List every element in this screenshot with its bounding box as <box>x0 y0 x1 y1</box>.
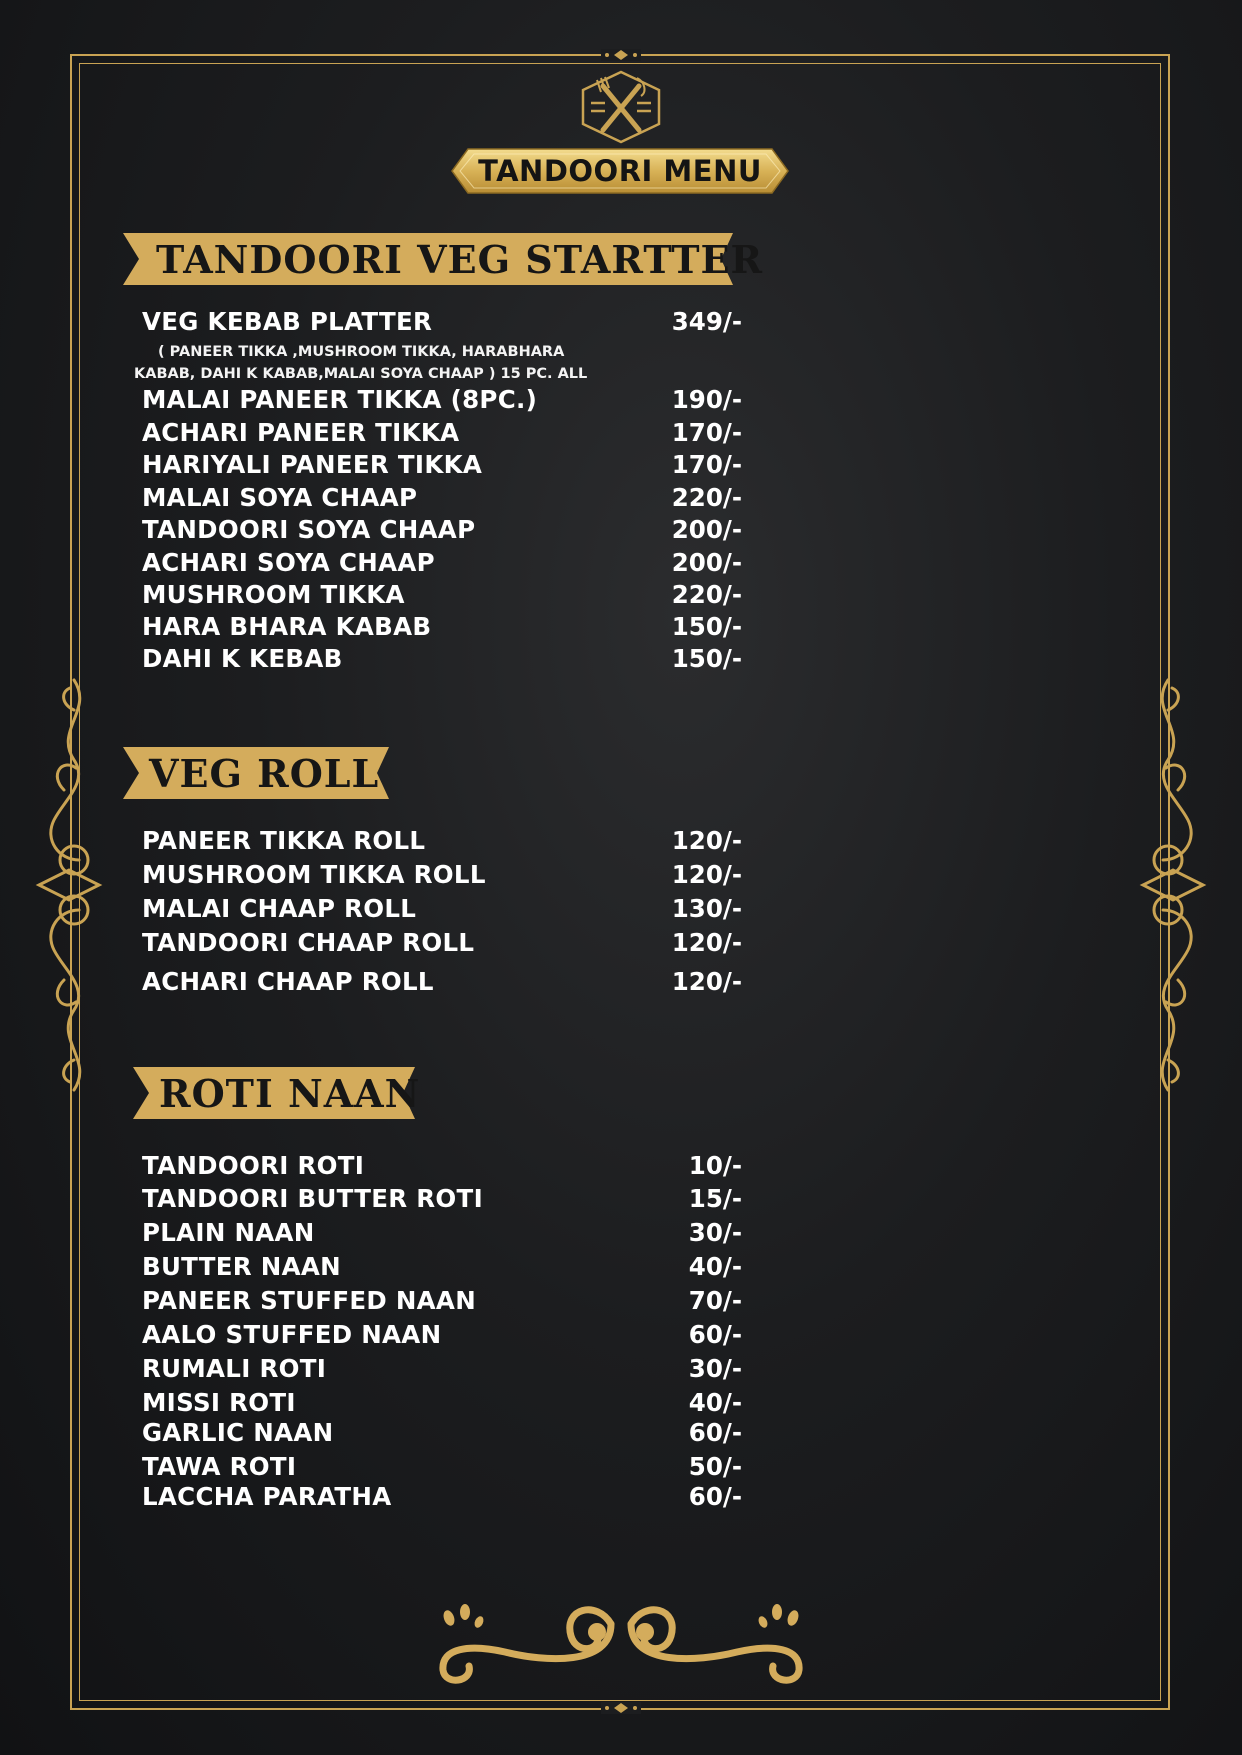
item-name: TANDOORI CHAAP ROLL <box>142 928 475 957</box>
left-side-flourish <box>34 670 114 1100</box>
section-banner-veg-roll <box>123 747 389 799</box>
item-name: MISSI ROTI <box>142 1388 296 1417</box>
menu-item <box>142 1482 742 1512</box>
menu-item <box>142 548 742 578</box>
section-banner-tandoori-veg-starter <box>123 233 764 285</box>
menu-item <box>142 483 742 513</box>
menu-item <box>142 580 742 610</box>
bottom-flourish-ornament <box>425 1596 817 1688</box>
item-price: 130/- <box>671 894 742 923</box>
menu-title: TANDOORI MENU <box>478 154 762 188</box>
item-name: MUSHROOM TIKKA <box>142 580 405 609</box>
item-price: 120/- <box>671 928 742 957</box>
item-price: 170/- <box>671 450 742 479</box>
item-name: MALAI CHAAP ROLL <box>142 894 417 923</box>
section-title: TANDOORI VEG STARTTER <box>156 237 764 282</box>
menu-item <box>142 515 742 545</box>
item-price: 190/- <box>671 385 742 414</box>
menu-item <box>142 1388 742 1418</box>
crossed-fork-knife-icon <box>579 70 663 144</box>
item-price: 200/- <box>671 515 742 544</box>
item-name: VEG KEBAB PLATTER <box>142 307 433 336</box>
item-name: RUMALI ROTI <box>142 1354 327 1383</box>
item-name: TANDOORI ROTI <box>142 1151 365 1180</box>
item-price: 50/- <box>688 1452 742 1481</box>
menu-item <box>142 1151 742 1181</box>
menu-item <box>142 1252 742 1282</box>
item-name: AALO STUFFED NAAN <box>142 1320 442 1349</box>
item-price: 70/- <box>688 1286 742 1315</box>
menu-item <box>142 894 742 924</box>
item-name: BUTTER NAAN <box>142 1252 341 1281</box>
item-name: ACHARI PANEER TIKKA <box>142 418 460 447</box>
menu-item <box>142 928 742 958</box>
item-price: 30/- <box>688 1354 742 1383</box>
item-name: ACHARI CHAAP ROLL <box>142 967 434 996</box>
item-name: HARIYALI PANEER TIKKA <box>142 450 483 479</box>
item-name: HARA BHARA KABAB <box>142 612 432 641</box>
item-note: ( PANEER TIKKA ,MUSHROOM TIKKA, HARABHARA <box>158 344 565 360</box>
item-name: PANEER STUFFED NAAN <box>142 1286 476 1315</box>
item-name: DAHI K KEBAB <box>142 644 343 673</box>
bottom-gem-ornament <box>601 1702 641 1714</box>
right-side-flourish <box>1128 670 1208 1100</box>
item-name: TANDOORI SOYA CHAAP <box>142 515 476 544</box>
menu-item <box>142 612 742 642</box>
menu-item <box>142 967 742 997</box>
item-price: 10/- <box>688 1151 742 1180</box>
menu-item <box>142 1452 742 1482</box>
section-title: ROTI NAAN <box>159 1071 421 1116</box>
item-price: 220/- <box>671 580 742 609</box>
item-price: 40/- <box>688 1388 742 1417</box>
menu-item <box>142 644 742 674</box>
item-name: ACHARI SOYA CHAAP <box>142 548 435 577</box>
item-price: 60/- <box>688 1320 742 1349</box>
item-price: 60/- <box>688 1482 742 1511</box>
item-name: MALAI SOYA CHAAP <box>142 483 418 512</box>
menu-item <box>142 1218 742 1248</box>
menu-item <box>142 1320 742 1350</box>
item-price: 120/- <box>671 860 742 889</box>
menu-item <box>142 1354 742 1384</box>
menu-item <box>142 385 742 415</box>
menu-item <box>142 860 742 890</box>
item-note: KABAB, DAHI K KABAB,MALAI SOYA CHAAP ) 15 PC. ALL <box>134 366 588 382</box>
item-price: 30/- <box>688 1218 742 1247</box>
section-title: VEG ROLL <box>149 751 380 796</box>
item-name: GARLIC NAAN <box>142 1418 334 1447</box>
top-gem-ornament <box>601 49 641 61</box>
item-price: 150/- <box>671 612 742 641</box>
item-price: 170/- <box>671 418 742 447</box>
menu-item <box>142 450 742 480</box>
item-price: 349/- <box>671 307 742 336</box>
item-name: TANDOORI BUTTER ROTI <box>142 1184 483 1213</box>
item-price: 120/- <box>671 967 742 996</box>
item-price: 220/- <box>671 483 742 512</box>
item-name: MUSHROOM TIKKA ROLL <box>142 860 486 889</box>
item-price: 15/- <box>688 1184 742 1213</box>
item-name: MALAI PANEER TIKKA (8PC.) <box>142 385 538 414</box>
menu-item <box>142 826 742 856</box>
menu-item <box>142 1184 742 1214</box>
menu-item <box>142 1286 742 1316</box>
item-price: 200/- <box>671 548 742 577</box>
section-banner-roti-naan <box>133 1067 421 1119</box>
item-name: PLAIN NAAN <box>142 1218 315 1247</box>
menu-item <box>142 1418 742 1448</box>
item-name: PANEER TIKKA ROLL <box>142 826 426 855</box>
menu-item <box>142 418 742 448</box>
item-price: 40/- <box>688 1252 742 1281</box>
item-price: 60/- <box>688 1418 742 1447</box>
menu-item <box>142 307 742 337</box>
item-name: TAWA ROTI <box>142 1452 297 1481</box>
item-name: LACCHA PARATHA <box>142 1482 392 1511</box>
menu-title-banner <box>450 147 790 195</box>
item-price: 120/- <box>671 826 742 855</box>
item-price: 150/- <box>671 644 742 673</box>
